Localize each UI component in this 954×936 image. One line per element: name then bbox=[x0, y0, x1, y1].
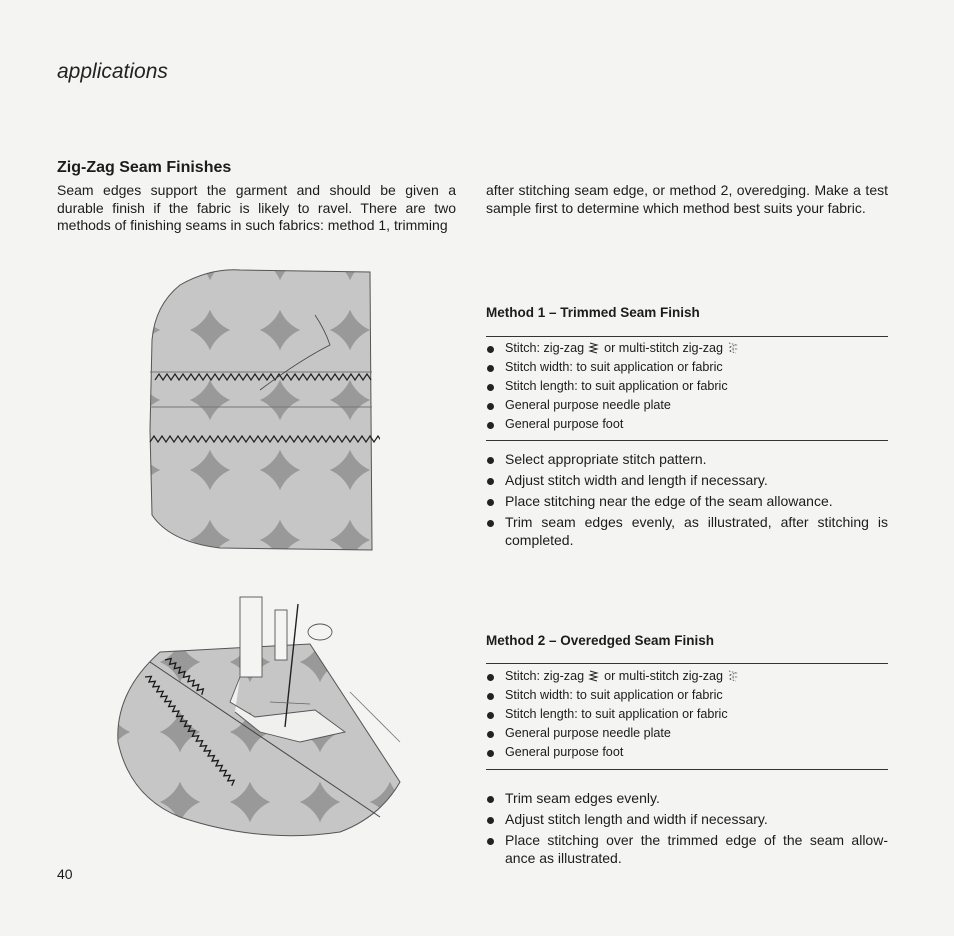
spec-length: Stitch length: to suit application or fabric bbox=[486, 377, 888, 396]
multi-stitch-zigzag-symbol-icon bbox=[726, 342, 740, 354]
method1-title: Method 1 – Trimmed Seam Finish bbox=[486, 305, 700, 320]
method2-step: Adjust stitch length and width if necessary. bbox=[486, 811, 888, 829]
method1-rule-bottom bbox=[486, 440, 888, 441]
spec-width: Stitch width: to suit application or fabric bbox=[486, 358, 888, 377]
method1-step: Trim seam edges evenly, as illustrated, after stitching is completed. bbox=[486, 514, 888, 549]
method1-rule-top bbox=[486, 336, 888, 337]
method1-step: Place stitching near the edge of the seam allowance. bbox=[486, 493, 888, 511]
zigzag-symbol-icon bbox=[587, 342, 601, 354]
spec-stitch-mid: or multi-stitch zig-zag bbox=[604, 341, 724, 355]
method1-steps bbox=[486, 451, 888, 553]
spec-foot: General purpose foot bbox=[486, 415, 888, 434]
method2-step: Trim seam edges evenly. bbox=[486, 790, 888, 808]
multi-stitch-zigzag-symbol-icon bbox=[726, 670, 740, 682]
spec-stitch bbox=[486, 339, 888, 358]
method2-step: Place stitching over the trimmed edge of the seam allow- ance as illustrated. bbox=[486, 832, 888, 867]
spec-stitch-mid: or multi-stitch zig-zag bbox=[604, 669, 724, 683]
method2-spec-list bbox=[486, 667, 888, 762]
method1-spec-list bbox=[486, 339, 888, 434]
overedged-seam-machine-illustration bbox=[110, 592, 410, 852]
intro-paragraph-left: Seam edges support the garment and should be given a durable finish if the fabric is likely to ravel. There are two methods of finishing seams in such fabrics: method 1, trimming bbox=[57, 182, 456, 233]
page-header: applications bbox=[57, 60, 168, 83]
spec-needle-plate: General purpose needle plate bbox=[486, 396, 888, 415]
method2-steps bbox=[486, 790, 888, 871]
spec-length: Stitch length: to suit application or fabric bbox=[486, 705, 888, 724]
method1-step: Select appropriate stitch pattern. bbox=[486, 451, 888, 469]
spec-needle-plate: General purpose needle plate bbox=[486, 724, 888, 743]
spec-width: Stitch width: to suit application or fabric bbox=[486, 686, 888, 705]
spec-stitch bbox=[486, 667, 888, 686]
method2-rule-bottom bbox=[486, 769, 888, 770]
intro-paragraph-right: after stitching seam edge, or method 2, overedging. Make a test sample first to determine which method best suits your fabric. bbox=[486, 182, 888, 216]
method1-step: Adjust stitch width and length if necessary. bbox=[486, 472, 888, 490]
method2-rule-top bbox=[486, 663, 888, 664]
page-number: 40 bbox=[57, 866, 73, 882]
zigzag-symbol-icon bbox=[587, 670, 601, 682]
spec-stitch-prefix: Stitch: zig-zag bbox=[505, 669, 585, 683]
section-title: Zig-Zag Seam Finishes bbox=[57, 159, 232, 176]
spec-foot: General purpose foot bbox=[486, 743, 888, 762]
spec-stitch-prefix: Stitch: zig-zag bbox=[505, 341, 585, 355]
trimmed-seam-fabric-illustration bbox=[140, 260, 380, 560]
method2-title: Method 2 – Overedged Seam Finish bbox=[486, 633, 715, 648]
